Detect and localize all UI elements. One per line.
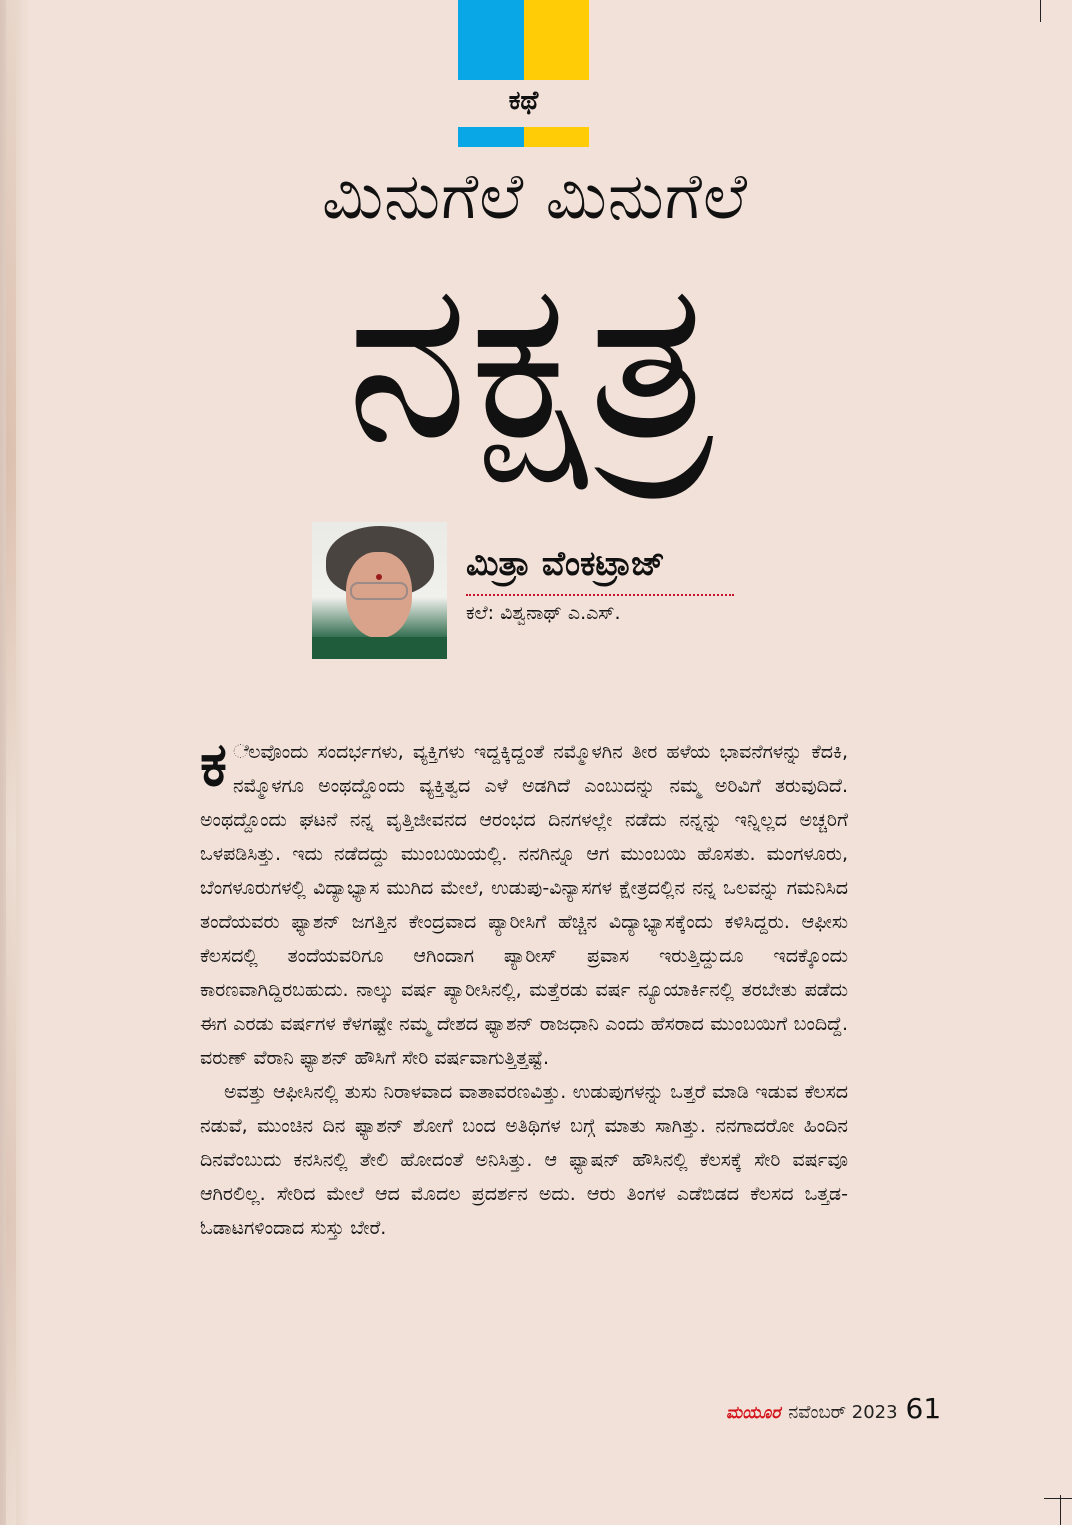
page-footer <box>726 1392 941 1425</box>
page-number: 61 <box>905 1392 942 1425</box>
magazine-brand: ಮಯೂರ <box>726 1403 781 1423</box>
crop-mark <box>1060 1495 1061 1525</box>
crop-mark <box>1040 0 1041 22</box>
section-label: ಕಥೆ <box>508 85 539 116</box>
title-line-1: ಮಿನುಗೆಲೆ ಮಿನುಗೆಲೆ <box>321 160 748 234</box>
paragraph-text: ೆಲವೊಂದು ಸಂದರ್ಭಗಳು, ವ್ಯಕ್ತಿಗಳು ಇದ್ದಕ್ಕಿದ್ದಂತೆ ನಮ್ಮೊಳಗಿನ ತೀರ ಹಳೆಯ ಭಾವನೆಗಳನ್ನು ಕೆದಕಿ, ನಮ್ಮೊಳಗೂ ಅಂಥದ್ದೊಂದು ವ್ಯಕ್ತಿತ್ವದ ಎಳೆ ಅಡಗಿದೆ ಎಂಬುದನ್ನು ನಮ್ಮ ಅರಿವಿಗೆ ತರುವುದಿದೆ. ಅಂಥದ್ದೊಂದು ಘಟನೆ ನನ್ನ ವೃತ್ತಿಜೀವನದ ಆರಂಭದ ದಿನಗಳಲ್ಲೇ ನಡೆದು ನನ್ನನ್ನು ಇನ್ನಿಲ್ಲದ ಅಚ್ಚರಿಗೆ ಒಳಪಡಿಸಿತ್ತು. ಇದು ನಡೆದದ್ದು ಮುಂಬಯಿಯಲ್ಲಿ. ನನಗಿನ್ನೂ ಆಗ ಮುಂಬಯಿ ಹೊಸತು. ಮಂಗಳೂರು, ಬೆಂಗಳೂರುಗಳಲ್ಲಿ ವಿದ್ಯಾಭ್ಯಾಸ ಮುಗಿದ ಮೇಲೆ, ಉಡುಪು-ವಿನ್ಯಾಸಗಳ ಕ್ಷೇತ್ರದಲ್ಲಿನ ನನ್ನ ಒಲವನ್ನು ಗಮನಿಸಿದ ತಂದೆಯವರು ಫ್ಯಾಶನ್ ಜಗತ್ತಿನ ಕೇಂದ್ರವಾದ ಪ್ಯಾರೀಸಿಗೆ ಹೆಚ್ಚಿನ ವಿದ್ಯಾಭ್ಯಾಸಕ್ಕೆಂದು ಕಳಿಸಿದ್ದರು. ಆಫೀಸು ಕೆಲಸದಲ್ಲಿ ತಂದೆಯವರಿಗೂ ಆಗಿಂದಾಗ ಪ್ಯಾರೀಸ್ ಪ್ರವಾಸ ಇರುತ್ತಿದ್ದುದೂ ಇದಕ್ಕೊಂದು ಕಾರಣವಾಗಿದ್ದಿರಬಹುದು. ನಾಲ್ಕು ವರ್ಷ ಪ್ಯಾರೀಸಿನಲ್ಲಿ, ಮತ್ತೆರಡು ವರ್ಷ ನ್ಯೂಯಾರ್ಕಿನಲ್ಲಿ ತರಬೇತು ಪಡೆದು ಈಗ ಎರಡು ವರ್ಷಗಳ ಕೆಳಗಷ್ಟೇ ನಮ್ಮ ದೇಶದ ಫ್ಯಾಶನ್ ರಾಜಧಾನಿ ಎಂದು ಹೆಸರಾದ ಮುಂಬಯಿಗೆ ಬಂದಿದ್ದೆ. ವರುಣ್ ವೆರಾನಿ ಫ್ಯಾಶನ್ ಹೌಸಿಗೆ ಸೇರಿ ವರ್ಷವಾಗುತ್ತಿತ್ತಷ್ಟೆ. <box>200 741 848 1069</box>
dropcap: ಕ <box>200 730 227 800</box>
paragraph <box>200 730 848 1075</box>
issue-date: ನವೆಂಬರ್ 2023 <box>788 1402 898 1423</box>
paragraph: ಅವತ್ತು ಆಫೀಸಿನಲ್ಲಿ ತುಸು ನಿರಾಳವಾದ ವಾತಾವರಣವಿತ್ತು. ಉಡುಪುಗಳನ್ನು ಒತ್ತರೆ ಮಾಡಿ ಇಡುವ ಕೆಲಸದ ನಡುವೆ, ಮುಂಚಿನ ದಿನ ಫ್ಯಾಶನ್ ಶೋಗೆ ಬಂದ ಅತಿಥಿಗಳ ಬಗ್ಗೆ ಮಾತು ಸಾಗಿತ್ತು. ನನಗಾದರೋ ಹಿಂದಿನ ದಿನವೆಂಬುದು ಕನಸಿನಲ್ಲಿ ತೇಲಿ ಹೋದಂತೆ ಅನಿಸಿತ್ತು. ಆ ಫ್ಯಾಷನ್ ಹೌಸಿನಲ್ಲಿ ಕೆಲಸಕ್ಕೆ ಸೇರಿ ವರ್ಷವೂ ಆಗಿರಲಿಲ್ಲ. ಸೇರಿದ ಮೇಲೆ ಆದ ಮೊದಲ ಪ್ರದರ್ಶನ ಅದು. ಆರು ತಿಂಗಳ ಎಡೆಬಿಡದ ಕೆಲಸದ ಒತ್ತಡ-ಓಡಾಟಗಳಿಂದಾದ ಸುಸ್ತು ಬೇರೆ. <box>200 1081 848 1239</box>
author-divider <box>466 594 734 596</box>
artist-credit: ಕಲೆ: ವಿಶ್ವನಾಥ್ ಎ.ಎಸ್. <box>466 602 621 624</box>
section-label-top-bar <box>458 0 589 80</box>
article-body <box>200 730 848 1245</box>
page-edge-strip <box>0 0 28 1525</box>
author-photo <box>312 522 447 659</box>
crop-mark <box>1044 1498 1072 1499</box>
section-label-bottom-bar <box>458 127 589 147</box>
author-name: ಮಿತ್ರಾ ವೆಂಕಟ್ರಾಜ್ <box>466 544 666 584</box>
title-line-2: ನಕ್ಷತ್ರ <box>346 232 714 488</box>
